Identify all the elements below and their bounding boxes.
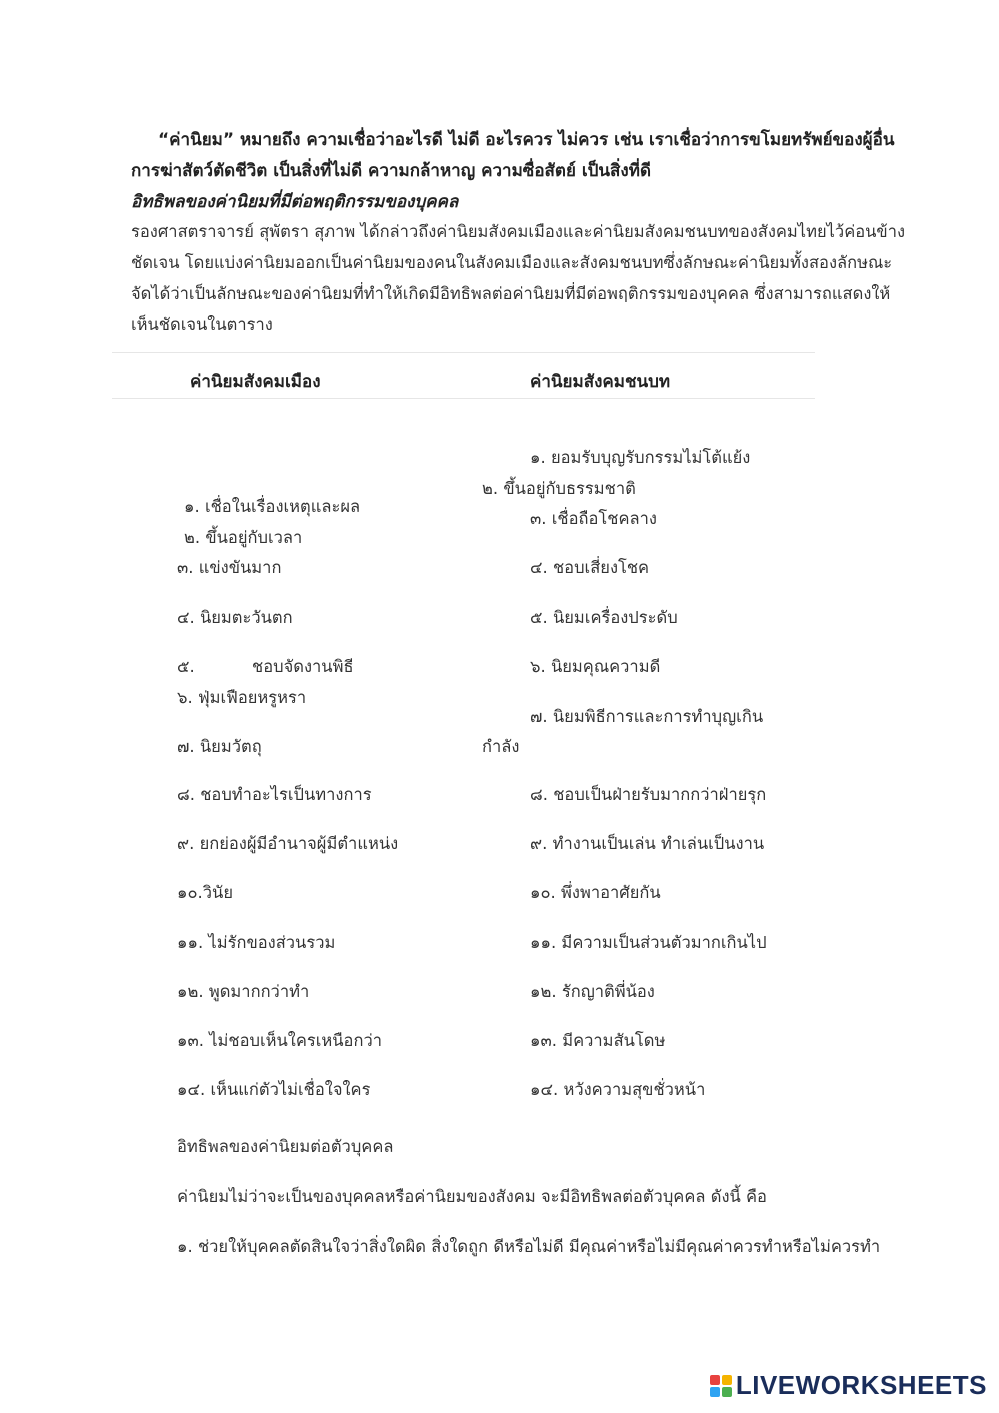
- intro-line-1: “ค่านิยม” หมายถึง ความเชื่อว่าอะไรดี ไม่ดี อะไรควร ไม่ควร เช่น เราเชื่อว่าการขโมยทรัพย์ของผู้อื่น: [158, 130, 895, 150]
- rural-value-item: ๑. ยอมรับบุญรับกรรมไม่โต้แย้ง: [530, 448, 751, 467]
- column-header-urban: ค่านิยมสังคมเมือง: [190, 372, 321, 392]
- rural-value-item: ๑๓. มีความสันโดษ: [530, 1031, 666, 1050]
- urban-value-item: ๑๒. พูดมากกว่าทำ: [177, 982, 310, 1001]
- intro-line-2: การฆ่าสัตว์ตัดชีวิต เป็นสิ่งที่ไม่ดี ความกล้าหาญ ความซื่อสัตย์ เป็นสิ่งที่ดี: [131, 161, 651, 181]
- influence-subheading: อิทธิพลของค่านิยมต่อตัวบุคคล: [177, 1137, 394, 1156]
- paragraph-line: ชัดเจน โดยแบ่งค่านิยมออกเป็นค่านิยมของคนในสังคมเมืองและสังคมชนบทซึ่งลักษณะค่านิยมทั้งสองลักษณะ: [131, 253, 893, 272]
- urban-value-item: ๒. ขึ้นอยู่กับเวลา: [184, 528, 303, 547]
- urban-value-item: ๑๓. ไม่ชอบเห็นใครเหนือกว่า: [177, 1031, 382, 1050]
- rural-value-item: ๙. ทำงานเป็นเล่น ทำเล่นเป็นงาน: [530, 834, 765, 853]
- rural-value-item: ๕. นิยมเครื่องประดับ: [530, 608, 678, 627]
- urban-value-item: ๔. นิยมตะวันตก: [177, 608, 293, 627]
- rural-value-item: ๑๑. มีความเป็นส่วนตัวมากเกินไป: [530, 933, 767, 952]
- rural-value-item: ๑๒. รักญาติพี่น้อง: [530, 982, 655, 1001]
- rural-value-item: ๑๐. พึ่งพาอาศัยกัน: [530, 883, 661, 902]
- urban-value-item: ๖. ฟุ่มเฟือยหรูหรา: [177, 688, 307, 707]
- paragraph-line: รองศาสตราจารย์ สุพัตรา สุภาพ ได้กล่าวถึงค่านิยมสังคมเมืองและค่านิยมสังคมชนบทของสังคมไทยไว้ค่อนข้าง: [131, 222, 906, 241]
- table-header-rule: [112, 398, 815, 399]
- urban-value-item: ๘. ชอบทำอะไรเป็นทางการ: [177, 785, 372, 804]
- liveworksheets-mark-icon: [710, 1375, 732, 1397]
- urban-value-item: ๓. แข่งขันมาก: [177, 558, 282, 577]
- influence-intro: ค่านิยมไม่ว่าจะเป็นของบุคคลหรือค่านิยมของสังคม จะมีอิทธิพลต่อตัวบุคคล ดังนี้ คือ: [177, 1187, 767, 1206]
- rural-value-item-continued: กำลัง: [482, 737, 520, 756]
- urban-value-item: ๑๔. เห็นแก่ตัวไม่เชื่อใจใคร: [177, 1080, 371, 1099]
- influence-point-1: ๑. ช่วยให้บุคคลตัดสินใจว่าสิ่งใดผิด สิ่งใดถูก ดีหรือไม่ดี มีคุณค่าหรือไม่มีคุณค่าควรทำหรือไม่ควรทำ: [177, 1237, 881, 1256]
- rural-value-item: ๖. นิยมคุณความดี: [530, 657, 661, 676]
- urban-value-item: ๑๑. ไม่รักของส่วนรวม: [177, 933, 336, 952]
- liveworksheets-logo: [710, 1370, 987, 1401]
- rural-value-item: ๗. นิยมพิธีการและการทำบุญเกิน: [530, 707, 764, 726]
- rural-value-item: ๓. เชื่อถือโชคลาง: [530, 509, 657, 528]
- rural-value-item: ๔. ชอบเสี่ยงโชค: [530, 558, 650, 577]
- rural-value-item: ๑๔. หวังความสุขชั่วหน้า: [530, 1080, 706, 1099]
- paragraph-line: จัดได้ว่าเป็นลักษณะของค่านิยมที่ทำให้เกิดมีอิทธิพลต่อค่านิยมที่มีต่อพฤติกรรมของบุคคล ซึ่งสามารถแสดงให้: [131, 284, 891, 303]
- urban-value-item: ๙. ยกย่องผู้มีอำนาจผู้มีตำแหน่ง: [177, 834, 399, 853]
- liveworksheets-wordmark: LIVEWORKSHEETS: [735, 1370, 987, 1400]
- paragraph-line: เห็นชัดเจนในตาราง: [131, 315, 273, 334]
- urban-value-item: ๗. นิยมวัตถุ: [177, 737, 262, 756]
- rural-value-item: ๘. ชอบเป็นฝ่ายรับมากกว่าฝ่ายรุก: [530, 785, 767, 804]
- table-top-rule: [112, 352, 815, 353]
- rural-value-item: ๒. ขึ้นอยู่กับธรรมชาติ: [482, 479, 636, 498]
- section-heading: อิทธิพลของค่านิยมที่มีต่อพฤติกรรมของบุคคล: [131, 192, 459, 212]
- urban-value-item: ๑. เชื่อในเรื่องเหตุและผล: [184, 497, 361, 516]
- column-header-rural: ค่านิยมสังคมชนบท: [530, 372, 671, 392]
- urban-value-item-number: ๕.: [177, 657, 195, 676]
- urban-value-item-text: ชอบจัดงานพิธี: [252, 657, 354, 676]
- urban-value-item: ๑๐.วินัย: [177, 883, 234, 902]
